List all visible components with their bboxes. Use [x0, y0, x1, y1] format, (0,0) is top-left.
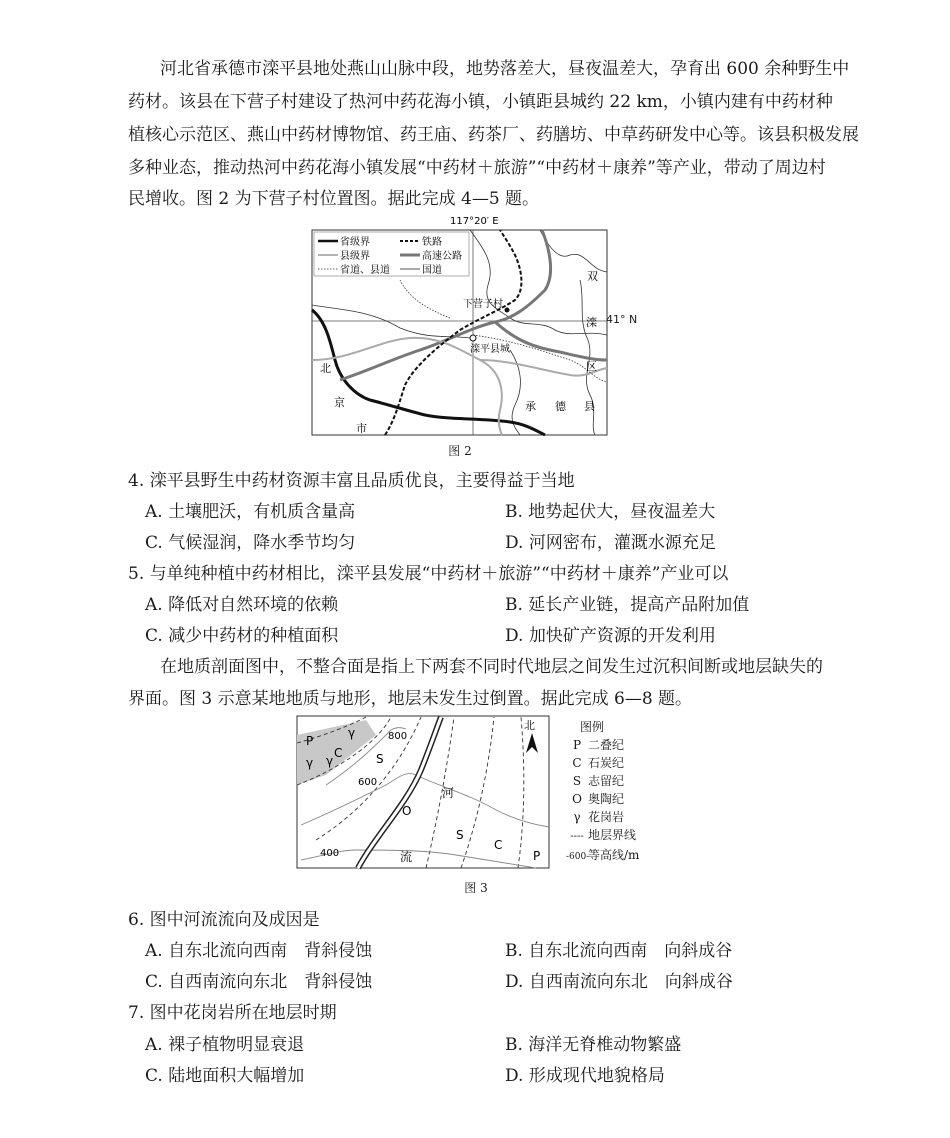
legend-national-road: 国道: [422, 265, 442, 276]
xiayingzi-village-dot: [505, 308, 510, 313]
label-O: O: [402, 804, 412, 818]
legend-symbol: -600-: [566, 852, 590, 862]
legend-text: 等高线/m: [588, 848, 640, 862]
q6-option-c: C. 自西南流向东北 背斜侵蚀: [145, 972, 373, 992]
q4-stem: 4. 滦平县野生中药材资源丰富且品质优良，主要得益于当地: [128, 471, 575, 491]
label-S2: S: [456, 828, 464, 842]
legend-county: 县级界: [340, 251, 370, 262]
luanping-county-seat-dot: [470, 335, 476, 341]
passage2-line-2: 界面。图 3 示意某地地质与地形，地层未发生过倒置。据此完成 6—8 题。: [128, 689, 693, 709]
legend-provincial-road: 省道、县道: [340, 265, 390, 276]
q5-option-a: A. 降低对自然环境的依赖: [145, 595, 339, 615]
legend-province: 省级界: [340, 237, 370, 248]
label-P2: P: [533, 849, 541, 863]
q4-option-b: B. 地势起伏大，昼夜温差大: [505, 502, 716, 522]
legend-symbol: P: [572, 738, 582, 752]
legend-row: [566, 754, 676, 772]
q7-option-d: D. 形成现代地貌格局: [505, 1066, 665, 1086]
chengde-label-xian: 县: [584, 400, 595, 413]
passage1-line-4: 多种业态，推动热河中药花海小镇发展“中药材＋旅游”“中药材＋康养”等产业，带动了周边村: [128, 158, 826, 178]
label-800: 800: [388, 731, 408, 742]
q6-option-d: D. 自西南流向东北 向斜成谷: [505, 972, 733, 992]
legend-text: 志留纪: [588, 774, 625, 788]
label-gamma2: γ: [326, 754, 334, 768]
q5-stem: 5. 与单纯种植中药材相比，滦平县发展“中药材＋旅游”“中药材＋康养”产业可以: [128, 564, 729, 584]
label-600: 600: [358, 777, 378, 788]
beijing-label-shi: 市: [356, 422, 367, 435]
label-C2: C: [494, 838, 503, 852]
shuangluan-label-luan: 滦: [586, 316, 597, 329]
xiayingzi-village-label: 下营子村: [463, 299, 503, 310]
legend-text: 奥陶纪: [588, 792, 625, 806]
luanping-county-seat-label: 滦平县城: [470, 344, 510, 355]
q4-option-c: C. 气候湿润，降水季节均匀: [145, 533, 356, 553]
legend-symbol: ----: [570, 831, 584, 842]
label-gamma3: γ: [348, 726, 356, 740]
chengde-label-de: 德: [555, 400, 566, 413]
legend-text: 石炭纪: [588, 756, 625, 770]
figure3-map: [296, 715, 556, 870]
legend-railway: 铁路: [422, 237, 442, 248]
q6-stem: 6. 图中河流流向及成因是: [128, 910, 320, 930]
passage1-line-3: 植核心示范区、燕山中药材博物馆、药王庙、药茶厂、药膳坊、中草药研发中心等。该县积极发展: [128, 125, 859, 145]
legend-row: [566, 772, 676, 790]
label-S1: S: [376, 752, 384, 766]
figure2-map-svg: [310, 210, 610, 440]
shuangluan-label-shuang: 双: [587, 270, 598, 283]
label-liu: 流: [400, 850, 413, 864]
legend-symbol: S: [572, 774, 582, 788]
legend-expressway: 高速公路: [422, 251, 462, 262]
beijing-label-bei: 北: [320, 362, 331, 375]
legend-text: 花岗岩: [588, 810, 625, 824]
beijing-label-jing: 京: [334, 396, 345, 409]
label-gamma1: γ: [306, 756, 314, 770]
passage2-line-1: 在地质剖面图中，不整合面是指上下两套不同时代地层之间发生过沉积间断或地层缺失的: [160, 657, 823, 677]
latitude-label: 41° N: [606, 313, 638, 326]
passage1-line-5: 民增收。图 2 为下营子村位置图。据此完成 4—5 题。: [128, 189, 540, 209]
label-C1: C: [334, 746, 343, 760]
legend-row: [566, 808, 676, 826]
legend-row: [566, 736, 676, 754]
figure2-caption: 图 2: [448, 444, 472, 458]
legend-text: 二叠纪: [588, 738, 625, 752]
passage1-line-1: 河北省承德市滦平县地处燕山山脉中段，地势落差大，昼夜温差大，孕育出 600 余种野生中: [160, 59, 850, 79]
q4-option-a: A. 土壤肥沃，有机质含量高: [145, 502, 356, 522]
figure3-legend: [566, 718, 676, 866]
legend-text: 地层界线: [588, 828, 637, 842]
q4-option-d: D. 河网密布，灌溉水源充足: [505, 533, 716, 553]
legend-symbol: γ: [573, 810, 581, 824]
north-label: 北: [524, 719, 535, 732]
q7-option-b: B. 海洋无脊椎动物繁盛: [505, 1035, 682, 1055]
q7-stem: 7. 图中花岗岩所在地层时期: [128, 1003, 337, 1023]
label-P1: P: [306, 734, 314, 748]
figure3-caption: 图 3: [464, 881, 488, 895]
legend-row: [566, 846, 676, 866]
q6-option-b: B. 自东北流向西南 向斜成谷: [505, 941, 733, 961]
legend-title: 图例: [580, 720, 605, 734]
figure2-map: [310, 210, 610, 440]
longitude-label: 117°20′ E: [450, 216, 499, 227]
legend-row: [566, 790, 676, 808]
q5-option-d: D. 加快矿产资源的开发利用: [505, 626, 716, 646]
q5-option-c: C. 减少中药材的种植面积: [145, 626, 339, 646]
legend-row: [566, 826, 676, 846]
legend-symbol: C: [572, 756, 582, 770]
label-400: 400: [320, 848, 340, 859]
passage1-line-2: 药材。该县在下营子村建设了热河中药花海小镇，小镇距县城约 22 km，小镇内建有中药材种: [128, 92, 833, 112]
figure3-map-svg: [296, 715, 556, 870]
q5-option-b: B. 延长产业链，提高产品附加值: [505, 595, 750, 615]
chengde-label-cheng: 承: [525, 400, 536, 413]
q6-option-a: A. 自东北流向西南 背斜侵蚀: [145, 941, 373, 961]
label-he: 河: [442, 786, 455, 800]
legend-symbol: O: [572, 792, 582, 806]
q7-option-a: A. 裸子植物明显衰退: [145, 1035, 305, 1055]
shuangluan-label-qu: 区: [586, 360, 597, 373]
q7-option-c: C. 陆地面积大幅增加: [145, 1066, 305, 1086]
